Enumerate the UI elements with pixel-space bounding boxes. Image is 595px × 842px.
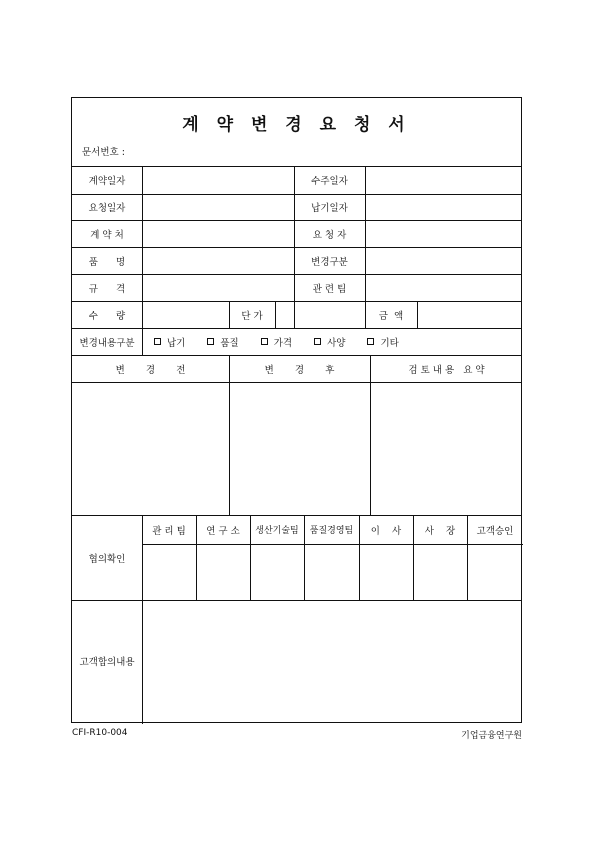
request-date-label: 요청일자 xyxy=(88,203,126,214)
requester-label: 요 청 자 xyxy=(312,229,347,241)
contract-change-request-form xyxy=(71,97,522,723)
change-type-label: 변경구분 xyxy=(311,256,348,268)
checkbox-box-icon xyxy=(207,338,214,345)
order-date-label: 수주일자 xyxy=(311,176,348,187)
item-label: 품 명 xyxy=(88,256,126,268)
after-change-header: 변 경 후 xyxy=(264,364,335,376)
sign-quality-management-team[interactable] xyxy=(304,544,359,600)
sign-president[interactable] xyxy=(413,544,467,600)
request-date-field[interactable] xyxy=(142,194,294,220)
document-number-label: 문서번호 : xyxy=(82,147,125,158)
customer-agreement-content[interactable] xyxy=(142,600,523,722)
checkbox-other[interactable]: 기타 xyxy=(367,335,398,349)
header-production-tech-team: 생산기술팀 xyxy=(255,526,299,536)
delivery-date-label: 납기일자 xyxy=(311,203,348,214)
checkbox-quality[interactable]: 품질 xyxy=(207,335,238,349)
form-code: CFI-R10-004 xyxy=(72,728,128,738)
requester-field[interactable] xyxy=(365,220,523,247)
customer-agreement-label: 고객합의내용 xyxy=(79,657,135,668)
header-president: 사 장 xyxy=(424,525,456,537)
amount-label: 금 액 xyxy=(378,310,404,322)
change-category-label: 변경내용구분 xyxy=(79,337,135,349)
header-director: 이 사 xyxy=(370,525,402,537)
spec-field[interactable] xyxy=(142,274,294,301)
item-field[interactable] xyxy=(142,247,294,274)
spec-label: 규 격 xyxy=(88,283,126,295)
delivery-date-field[interactable] xyxy=(365,194,523,220)
publisher-name: 기업금융연구원 xyxy=(461,731,522,741)
sign-research-lab[interactable] xyxy=(196,544,250,600)
review-summary-content[interactable] xyxy=(370,382,523,515)
before-change-header: 변 경 전 xyxy=(115,364,186,376)
agreement-confirmation-label: 협의확인 xyxy=(88,553,126,565)
sign-management-team[interactable] xyxy=(142,544,196,600)
checkbox-price[interactable]: 가격 xyxy=(261,335,292,349)
checkbox-box-icon xyxy=(314,338,321,345)
contract-date-label: 계약일자 xyxy=(88,176,126,187)
header-research-lab: 연 구 소 xyxy=(206,525,240,537)
contractor-field[interactable] xyxy=(142,220,294,247)
unit-price-field[interactable] xyxy=(275,301,365,328)
checkbox-delivery[interactable]: 납기 xyxy=(154,335,185,349)
form-title: 계 약 변 경 요 청 서 xyxy=(182,115,411,135)
checkbox-box-icon xyxy=(261,338,268,345)
header-quality-management-team: 품질경영팀 xyxy=(309,526,354,536)
related-team-label: 관 련 팀 xyxy=(312,283,347,295)
quantity-field[interactable] xyxy=(142,301,229,328)
checkbox-box-icon xyxy=(154,338,161,345)
related-team-field[interactable] xyxy=(365,274,523,301)
change-category-options xyxy=(154,328,399,355)
sign-production-tech-team[interactable] xyxy=(250,544,304,600)
quantity-label: 수 량 xyxy=(88,310,126,322)
sign-customer-approval[interactable] xyxy=(467,544,523,600)
review-summary-header: 검 토 내 용 요 약 xyxy=(408,364,485,376)
sign-director[interactable] xyxy=(359,544,413,600)
checkbox-spec[interactable]: 사양 xyxy=(314,335,345,349)
checkbox-box-icon xyxy=(367,338,374,345)
unit-price-label: 단 가 xyxy=(241,310,263,322)
after-change-content[interactable] xyxy=(229,382,370,515)
before-change-content[interactable] xyxy=(72,382,229,515)
header-customer-approval: 고객승인 xyxy=(476,525,514,537)
change-type-field[interactable] xyxy=(365,247,523,274)
order-date-field[interactable] xyxy=(365,166,523,194)
contractor-label: 계 약 처 xyxy=(90,229,124,241)
contract-date-field[interactable] xyxy=(142,166,294,194)
amount-field[interactable] xyxy=(417,301,523,328)
header-management-team: 관 리 팀 xyxy=(152,525,186,537)
